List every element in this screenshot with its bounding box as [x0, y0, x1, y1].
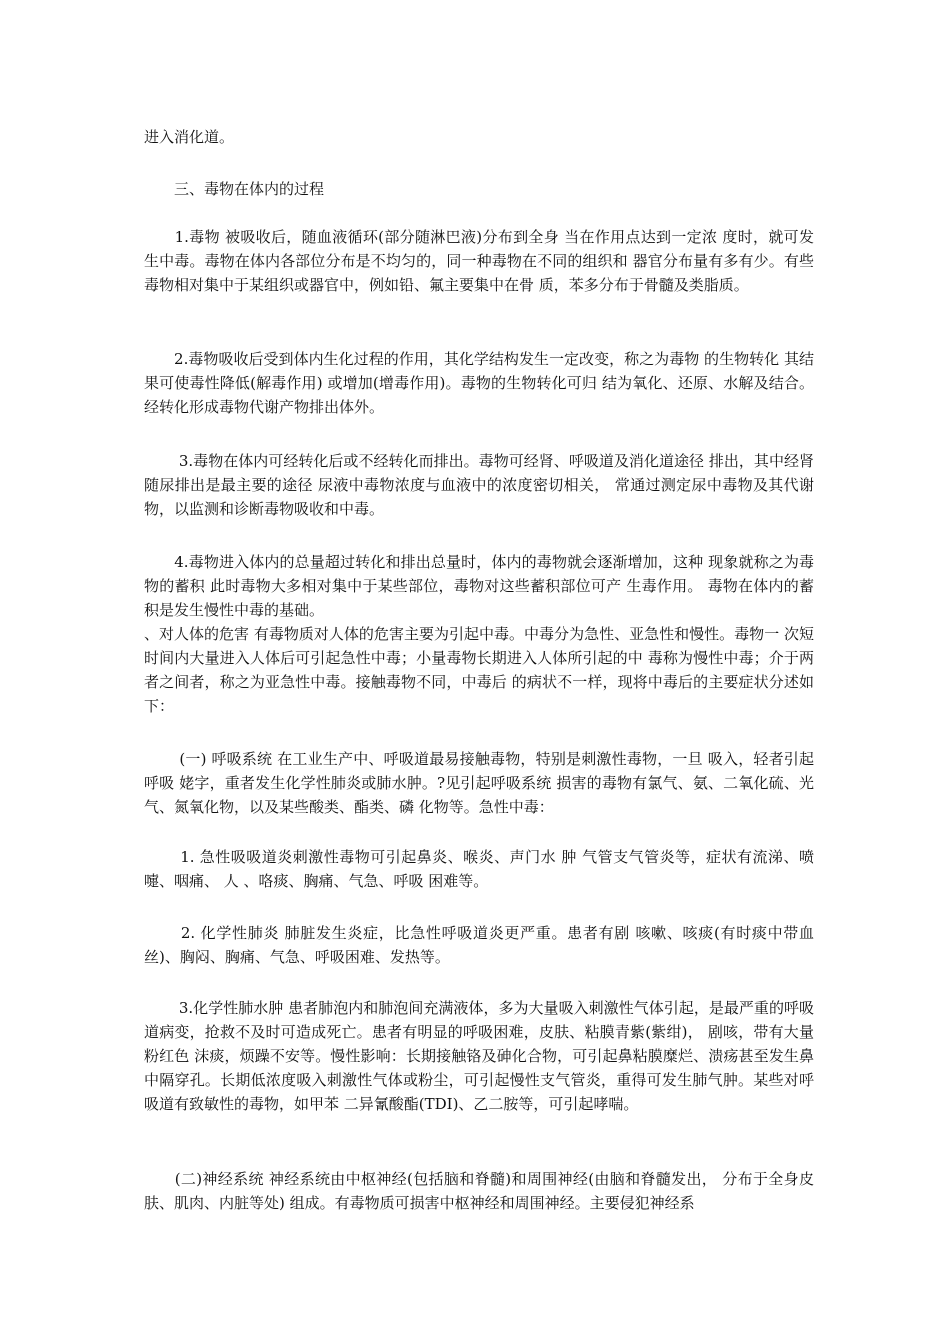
paragraph-1: 1.毒物 被吸收后，随血液循环(部分随淋巴液)分布到全身 当在作用点达到一定浓 度时，就可发生中毒。毒物在体内各部位分布是不均匀的，同一种毒物在不同的组织和 器官分布量有多有少。有些毒物相对集中于某组织或器官中，例如铅、氟主要集中在骨 质，苯多分布于骨髓及类脂质。: [144, 228, 814, 294]
paragraph-3: 3.毒物在体内可经转化后或不经转化而排出。毒物可经肾、呼吸道及消化道途径 排出，其中经肾随尿排出是最主要的途径 尿液中毒物浓度与血液中的浓度密切相关， 常通过测定尿中毒物及其代谢物，以监测和诊断毒物吸收和中毒。: [144, 452, 814, 518]
paragraph-respiratory: (一) 呼吸系统 在工业生产中、呼吸道最易接触毒物，特别是刺激性毒物，一旦 吸入，轻者引起呼吸 姥字，重者发生化学性肺炎或肺水肿。?见引起呼吸系统 损害的毒物有氯气、氨、二氧化硫、光气、氮氧化物，以及某些酸类、酯类、磷 化物等。急性中毒：: [144, 750, 814, 816]
paragraph-pneumonia: 2. 化学性肺炎 肺脏发生炎症，比急性呼吸道炎更严重。患者有剧 咳嗽、咳痰(有时痰中带血丝)、胸闷、胸痛、气急、呼吸困难、发热等。: [144, 924, 814, 966]
paragraph-nervous-system: (二)神经系统 神经系统由中枢神经(包括脑和脊髓)和周围神经(由脑和脊髓发出， 分布于全身皮肤、肌肉、内脏等处) 组成。有毒物质可损害中枢神经和周围神经。主要侵犯神经系: [144, 1170, 814, 1212]
section-heading: 三、毒物在体内的过程: [144, 180, 325, 198]
paragraph-2: 2.毒物吸收后受到体内生化过程的作用，其化学结构发生一定改变，称之为毒物 的生物转化 其结果可使毒性降低(解毒作用) 或增加(增毒作用)。毒物的生物转化可归 结为氧化、还原、水解及结合。经转化形成毒物代谢产物排出体外。: [144, 350, 814, 416]
paragraph-4: 4.毒物进入体内的总量超过转化和排出总量时，体内的毒物就会逐渐增加，这种 现象就称之为毒物的蓄积 此时毒物大多相对集中于某些部位，毒物对这些蓄积部位可产 生毒作用。 毒物在体内的蓄积是发生慢性中毒的基础。 、对人体的危害 有毒物质对人体的危害主要为引起中毒。中毒分为急性、亚急性和慢性。毒物一 次短时间内大量进入人体后可引起急性中毒；小量毒物长期进入人体所引起的中 毒称为慢性中毒；介于两者之间者，称之为亚急性中毒。接触毒物不同，中毒后 的病状不一样，现将中毒后的主要症状分述如下：: [144, 553, 814, 715]
paragraph-acute-airway: 1. 急性吸吸道炎刺激性毒物可引起鼻炎、喉炎、声门水 肿 气管支气管炎等，症状有流涕、喷嚏、咽痛、 人 、咯痰、胸痛、气急、呼吸 困难等。: [144, 848, 814, 890]
paragraph-intro: 进入消化道。: [144, 128, 235, 146]
paragraph-pulmonary-edema: 3.化学性肺水肿 患者肺泡内和肺泡间充满液体，多为大量吸入刺激性气体引起，是最严重的呼吸 道病变，抢救不及时可造成死亡。患者有明显的呼吸困难，皮肤、粘膜青紫(紫绀)， 剧咳，带有大量粉红色 沫痰，烦躁不安等。慢性影响：长期接触铬及砷化合物，可引起鼻粘膜糜烂、溃疡甚至发生鼻中隔穿孔。长期低浓度吸入刺激性气体或粉尘，可引起慢性支气管炎，重得可发生肺气肿。某些对呼吸道有致敏性的毒物，如甲苯 二异氰酸酯(TDI)、乙二胺等，可引起哮喘。: [144, 999, 814, 1113]
